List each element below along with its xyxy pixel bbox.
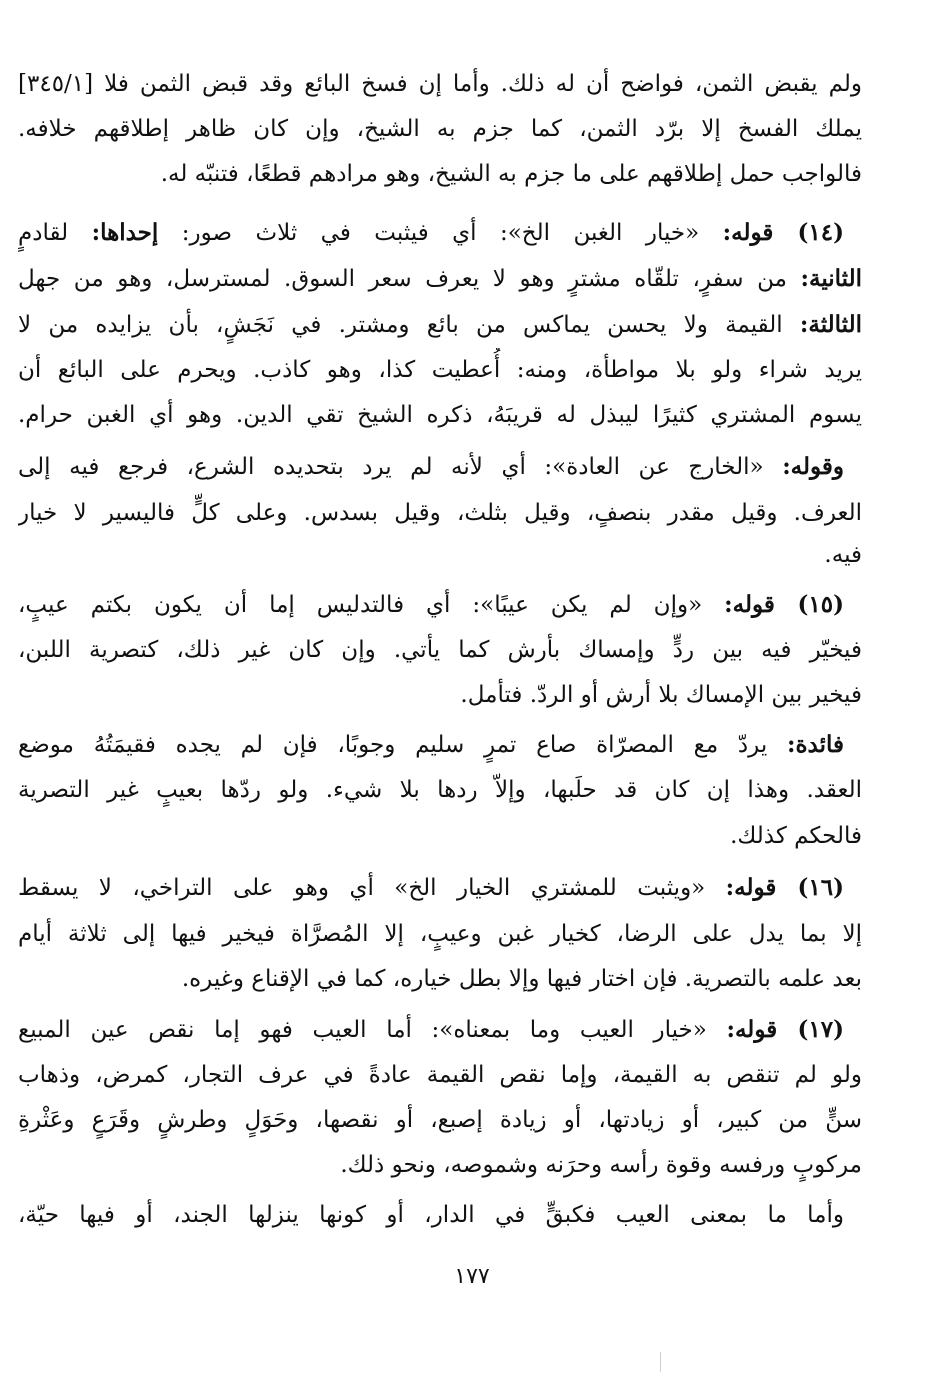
line-text: فيخيّر فيه بين ردٍّ وإمساك بأرش كما يأتي. وإن كان غير ذلك، كتصرية اللبن، <box>18 637 862 663</box>
text-line <box>18 393 862 437</box>
text-line <box>18 211 844 255</box>
text-line <box>18 1098 862 1142</box>
line-text: سنٍّ من كبير، أو زيادتها، أو زيادة إصبع، أو نقصها، وحَوَلٍ وطرشٍ وقَرَعٍ وعَثْرةِ <box>18 1107 862 1133</box>
line-text: مركوبٍ ورفسه وقوة رأسه وحرَنه وشموصه، ونحو ذلك. <box>340 1152 862 1178</box>
line-text: يسوم المشتري كثيرًا ليبذل له قريبَهُ، ذكره الشيخ تقي الدين. وهو أي الغبن حرام. <box>18 402 862 428</box>
text-line <box>18 768 862 812</box>
line-text: يريد شراء ولو بلا مواطأة، ومنه: أُعطيت كذا، وهو كاذب. ويحرم على البائع أن <box>18 357 862 383</box>
scan-artifact-line <box>660 1352 661 1372</box>
line-text: «الخارج عن العادة»: أي لأنه لم يرد بتحديده الشرع، فرجع فيه إلى <box>18 454 764 480</box>
bold-label: إحداها: <box>91 219 159 246</box>
line-text: فيه. <box>824 542 862 568</box>
text-line <box>18 107 862 151</box>
line-text: وأما ما بمعنى العيب فكبقٍّ في الدار، أو كونها ينزلها الجند، أو فيها حيّة، <box>18 1202 844 1228</box>
page-number: ١٧٧ <box>454 1264 490 1289</box>
text-line <box>18 445 844 489</box>
text-line <box>18 1193 844 1237</box>
line-text: العرف. وقيل مقدر بنصفٍ، وقيل بثلث، وقيل بسدس. وعلى كلٍّ فاليسير لا خيار <box>18 500 862 526</box>
text-line <box>18 303 862 347</box>
text-line <box>18 491 862 535</box>
bold-label: (١٧) قوله: <box>726 1016 844 1043</box>
text-line <box>18 723 844 767</box>
text-line <box>18 866 844 910</box>
line-text: إلا بما يدل على الرضا، كخيار غبن وعيبٍ، إلا المُصرَّاة فيخير فيها إلى ثلاثة أيام <box>18 921 862 947</box>
text-line <box>18 533 862 577</box>
bold-label: فائدة: <box>786 731 844 758</box>
text-line <box>18 1053 862 1097</box>
line-text: لمسترسل، وهو من جهل <box>18 266 271 292</box>
text-line <box>18 348 862 392</box>
text-line <box>18 1008 844 1052</box>
text-line <box>18 62 862 106</box>
text-line <box>18 1143 862 1187</box>
line-text: القيمة ولا يحسن يماكس من بائع ومشتر. <box>338 312 783 338</box>
bold-label: (١٤) قوله: <box>722 219 844 246</box>
line-text: ولم يقبض الثمن، فواضح أن له ذلك. وأما إن فسخ البائع وقد قبض الثمن فلا [٣٤٥/١] <box>18 71 862 97</box>
bold-label: (١٥) قوله: <box>724 591 844 618</box>
line-text: «خيار الغبن الخ»: أي فيثبت في ثلاث صور: <box>181 220 700 246</box>
text-line <box>18 673 862 717</box>
line-text: العقد. وهذا إن كان قد حلَبها، وإلاّ ردها بلا شيء. ولو ردّها بعيبٍ غير التصرية <box>18 777 862 803</box>
text-line <box>18 257 862 301</box>
line-text: ولو لم تنقص به القيمة، وإما نقص القيمة عادةً في عرف التجار، كمرض، وذهاب <box>18 1062 862 1088</box>
text-line <box>18 814 862 858</box>
line-text: بعد علمه بالتصرية. فإن اختار فيها وإلا بطل خياره، كما في الإقناع وغيره. <box>181 966 862 992</box>
line-text: يردّ مع المصرّاة صاع تمرٍ سليم وجوبًا، فإن لم يجده فقيمَتُهُ موضع <box>18 732 768 758</box>
line-text: فالواجب حمل إطلاقهم على ما جزم به الشيخ، وهو مرادهم قطعًا، فتنبّه له. <box>160 161 862 187</box>
text-line <box>18 912 862 956</box>
bold-label: الثانية: <box>800 265 862 292</box>
bold-label: وقوله: <box>782 453 844 480</box>
bold-label: الثالثة: <box>799 311 862 338</box>
text-line <box>18 957 862 1001</box>
text-line <box>18 152 862 196</box>
line-text: يملك الفسخ إلا برّد الثمن، كما جزم به الشيخ، وإن كان ظاهر إطلاقهم خلافه. <box>18 116 862 142</box>
line-text: «ويثبت للمشتري الخيار الخ» أي وهو على التراخي، لا يسقط <box>18 875 706 901</box>
bold-label: (١٦) قوله: <box>725 874 844 901</box>
line-text: لقادمٍ <box>18 220 69 246</box>
line-text: فيخير بين الإمساك بلا أرش أو الردّ. فتأمل. <box>460 682 862 708</box>
text-line <box>18 628 862 672</box>
line-text: «خيار العيب وما بمعناه»: أما العيب فهو إما نقص عين المبيع <box>18 1017 707 1043</box>
line-text: في نَجَشٍ، بأن يزايده من لا <box>18 312 322 338</box>
line-text: فالحكم كذلك. <box>730 823 862 849</box>
line-text: من سفرٍ، تلقّاه مشترٍ وهو لا يعرف سعر السوق. <box>284 266 787 292</box>
line-text: «وإن لم يكن عيبًا»: أي فالتدليس إما أن يكون بكتم عيبٍ، <box>18 592 703 618</box>
text-line <box>18 583 844 627</box>
